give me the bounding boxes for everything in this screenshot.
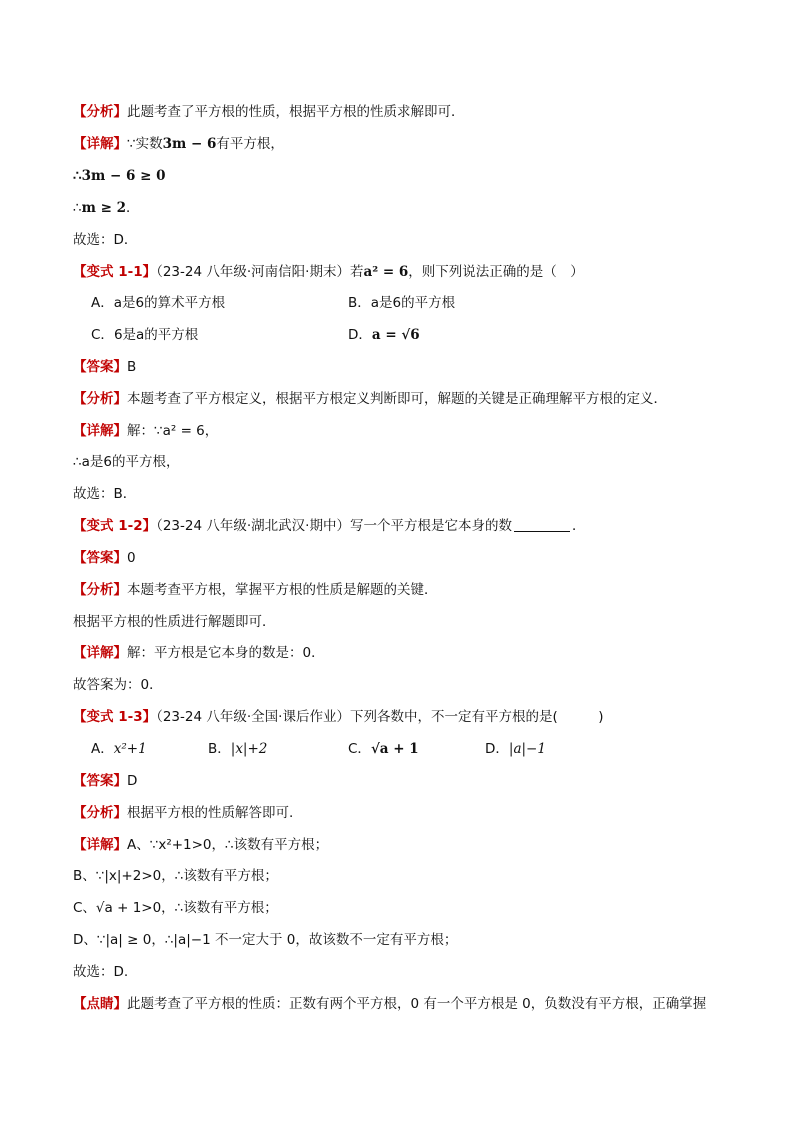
answer-line: 故选：D.	[73, 964, 129, 980]
variant-tag: 【变式 1-3】	[73, 709, 157, 725]
option-letter: C．	[348, 741, 371, 757]
option-a	[91, 739, 147, 759]
option-b	[208, 739, 267, 759]
therefore-symbol: ∴	[73, 200, 82, 216]
detail-line	[73, 643, 325, 663]
question-stem-suffix: ，则下列说法正确的是（ ）	[408, 264, 584, 280]
analysis-text: 此题考查了平方根的性质，根据平方根的性质求解即可．	[127, 104, 465, 120]
detail-tag: 【详解】	[73, 423, 127, 439]
summary-text: 此题考查了平方根的性质：正数有两个平方根，0 有一个平方根是 0，负数没有平方根，正确掌握	[127, 996, 707, 1012]
summary-line	[73, 994, 706, 1014]
analysis-line	[73, 580, 438, 600]
detail-tag: 【详解】	[73, 837, 127, 853]
option-text: √a + 1	[370, 741, 419, 757]
step-line: ∴3m − 6 ≥ 0	[73, 168, 166, 184]
answer-key-line	[73, 771, 137, 791]
answer-key-value: D	[127, 773, 138, 789]
detail-suffix: 有平方根，	[216, 136, 284, 152]
question-source: （23-24 八年级·湖北武汉·期中）	[156, 518, 350, 534]
question-stem-end: ．	[571, 518, 586, 534]
analysis-tag: 【分析】	[73, 104, 127, 120]
analysis-tag: 【分析】	[73, 582, 127, 598]
option-text: x²+1	[113, 741, 147, 757]
option-text: 6是a的平方根	[113, 327, 199, 343]
option-text: a是6的算术平方根	[113, 295, 226, 311]
detail-expression: 3m − 6	[162, 136, 217, 152]
option-d	[348, 325, 420, 345]
option-d	[485, 739, 546, 759]
detail-line-c: C、√a + 1>0，∴该数有平方根；	[73, 900, 278, 916]
option-letter: C．	[91, 327, 114, 343]
option-c	[91, 325, 198, 345]
option-a	[91, 293, 225, 313]
answer-line: 故答案为：0．	[73, 677, 163, 693]
analysis-continuation: 根据平方根的性质进行解题即可．	[73, 614, 276, 630]
answer-key-value: 0	[127, 550, 136, 566]
detail-text: A、∵x²+1>0，∴该数有平方根；	[127, 837, 329, 853]
question-stem: 写一个平方根是它本身的数	[349, 518, 512, 534]
detail-text: 解：∵a² = 6，	[127, 423, 219, 439]
answer-key-tag: 【答案】	[73, 773, 127, 789]
analysis-tag: 【分析】	[73, 805, 127, 821]
analysis-text: 根据平方根的性质解答即可.	[127, 805, 294, 821]
step-suffix: ．	[125, 200, 140, 216]
option-text: |x|+2	[230, 741, 268, 757]
answer-key-tag: 【答案】	[73, 359, 127, 375]
summary-tag: 【点睛】	[73, 996, 127, 1012]
variant-question	[73, 516, 585, 536]
answer-key-tag: 【答案】	[73, 550, 127, 566]
analysis-text: 本题考查了平方根定义，根据平方根定义判断即可，解题的关键是正确理解平方根的定义．	[127, 391, 667, 407]
variant-question	[73, 262, 584, 282]
question-expression: a² = 6	[363, 264, 409, 280]
option-letter: B．	[208, 741, 231, 757]
analysis-line	[73, 102, 465, 122]
analysis-text: 本题考查平方根，掌握平方根的性质是解题的关键．	[127, 582, 438, 598]
option-b	[348, 293, 455, 313]
detail-line	[73, 835, 328, 855]
detail-prefix: ∵实数	[127, 136, 163, 152]
analysis-tag: 【分析】	[73, 391, 127, 407]
option-text: |a|−1	[508, 741, 546, 757]
option-letter: B．	[348, 295, 371, 311]
detail-line-b: B、∵|x|+2>0，∴该数有平方根；	[73, 868, 278, 884]
variant-tag: 【变式 1-2】	[73, 518, 157, 534]
answer-key-line	[73, 548, 136, 568]
detail-tag: 【详解】	[73, 136, 127, 152]
option-c	[348, 739, 419, 759]
step-line: ∴a是6的平方根，	[73, 454, 180, 470]
step-expression: m ≥ 2	[81, 200, 126, 216]
question-stem: 下列各数中，不一定有平方根的是( )	[349, 709, 604, 725]
question-stem-prefix: 若	[349, 264, 364, 280]
option-letter: A．	[91, 741, 114, 757]
answer-key-line	[73, 357, 136, 377]
variant-question	[73, 707, 604, 727]
option-letter: A．	[91, 295, 114, 311]
analysis-line	[73, 803, 293, 823]
answer-line: 故选：D．	[73, 232, 138, 248]
step-line	[73, 198, 139, 218]
detail-line-d: D、∵|a| ≥ 0，∴|a|−1 不一定大于 0，故该数不一定有平方根；	[73, 932, 458, 948]
answer-key-value: B	[127, 359, 137, 375]
question-source: （23-24 八年级·全国·课后作业）	[156, 709, 350, 725]
option-text: a = √6	[371, 327, 420, 343]
detail-line	[73, 134, 284, 154]
fill-in-blank	[514, 517, 570, 532]
detail-tag: 【详解】	[73, 645, 127, 661]
option-letter: D．	[485, 741, 509, 757]
analysis-line	[73, 389, 667, 409]
detail-line	[73, 421, 218, 441]
option-letter: D．	[348, 327, 372, 343]
detail-text: 解：平方根是它本身的数是：0．	[127, 645, 325, 661]
answer-line: 故选：B．	[73, 486, 137, 502]
variant-tag: 【变式 1-1】	[73, 264, 157, 280]
option-text: a是6的平方根	[370, 295, 456, 311]
question-source: （23-24 八年级·河南信阳·期末）	[156, 264, 350, 280]
